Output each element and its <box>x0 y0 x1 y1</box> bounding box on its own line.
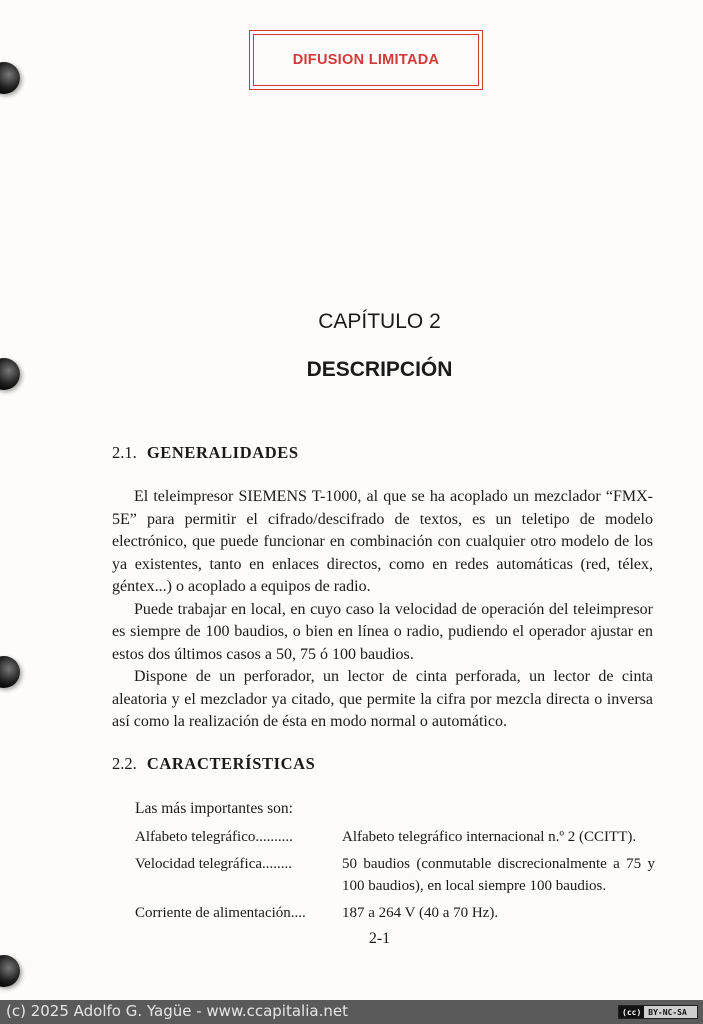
spec-row <box>135 902 655 924</box>
spec-row <box>135 853 655 897</box>
spec-label: Corriente de alimentación.... <box>135 905 306 921</box>
section-intro: Las más importantes son: <box>135 800 293 817</box>
spec-row <box>135 826 655 848</box>
spec-value: Alfabeto telegráfico internacional n.º 2 (CCITT). <box>342 829 637 845</box>
copyright-footer <box>0 1000 703 1024</box>
binder-hole <box>0 955 20 987</box>
stamp-text: DIFUSION LIMITADA <box>292 52 440 68</box>
binder-hole <box>0 656 20 688</box>
section-body-generalidades <box>112 486 653 734</box>
section-title: GENERALIDADES <box>146 443 299 462</box>
page-number: 2-1 <box>368 930 391 947</box>
classification-stamp <box>249 30 483 90</box>
paragraph: Puede trabajar en local, en cuyo caso la velocidad de operación del teleimpresor es siempre de 100 baudios, o bien en línea o radio, pudiendo el operador ajustar en estos dos últimos casos a 50, 75 ó 100 baudios. <box>112 600 653 663</box>
section-number: 2.1. <box>112 443 137 462</box>
specifications-list <box>135 826 655 929</box>
spec-value: 50 baudios (conmutable discrecionalmente a 75 y 100 baudios), en local siempre 100 baudios. <box>342 856 655 894</box>
chapter-label: CAPÍTULO 2 <box>318 310 441 333</box>
license-terms: BY-NC-SA <box>648 1007 687 1017</box>
spec-label: Velocidad telegráfica........ <box>135 856 293 872</box>
spec-value: 187 a 264 V (40 a 70 Hz). <box>342 905 499 921</box>
paragraph: Dispone de un perforador, un lector de cinta perforada, un lector de cinta aleatoria y el mezclador ya citado, que permite la cifra por mezcla directa o inversa así como la realización de ésta en modo normal o automático. <box>112 668 653 730</box>
section-heading-caracteristicas <box>112 754 315 774</box>
spec-label: Alfabeto telegráfico.......... <box>135 829 293 845</box>
binder-hole <box>0 62 20 94</box>
section-title: CARACTERÍSTICAS <box>146 754 316 773</box>
paragraph: El teleimpresor SIEMENS T-1000, al que se ha acoplado un mezclador “FMX-5E” para permitir el cifrado/descifrado de textos, es un teletipo de modelo electrónico, que puede funcionar en combinación con cualquier otro modelo de los ya existentes, tanto en enlaces directos, como en redes automáticas (red, télex, géntex...) o acoplado a equipos de radio. <box>112 488 653 595</box>
chapter-title: DESCRIPCIÓN <box>306 358 453 381</box>
license-badge[interactable] <box>618 1005 698 1019</box>
copyright-text: (c) 2025 Adolfo G. Yagüe - www.ccapitalia.net <box>6 1002 348 1020</box>
section-number: 2.2. <box>112 754 137 773</box>
section-heading-generalidades <box>112 443 299 463</box>
creative-commons-icon: (cc) <box>619 1006 644 1018</box>
